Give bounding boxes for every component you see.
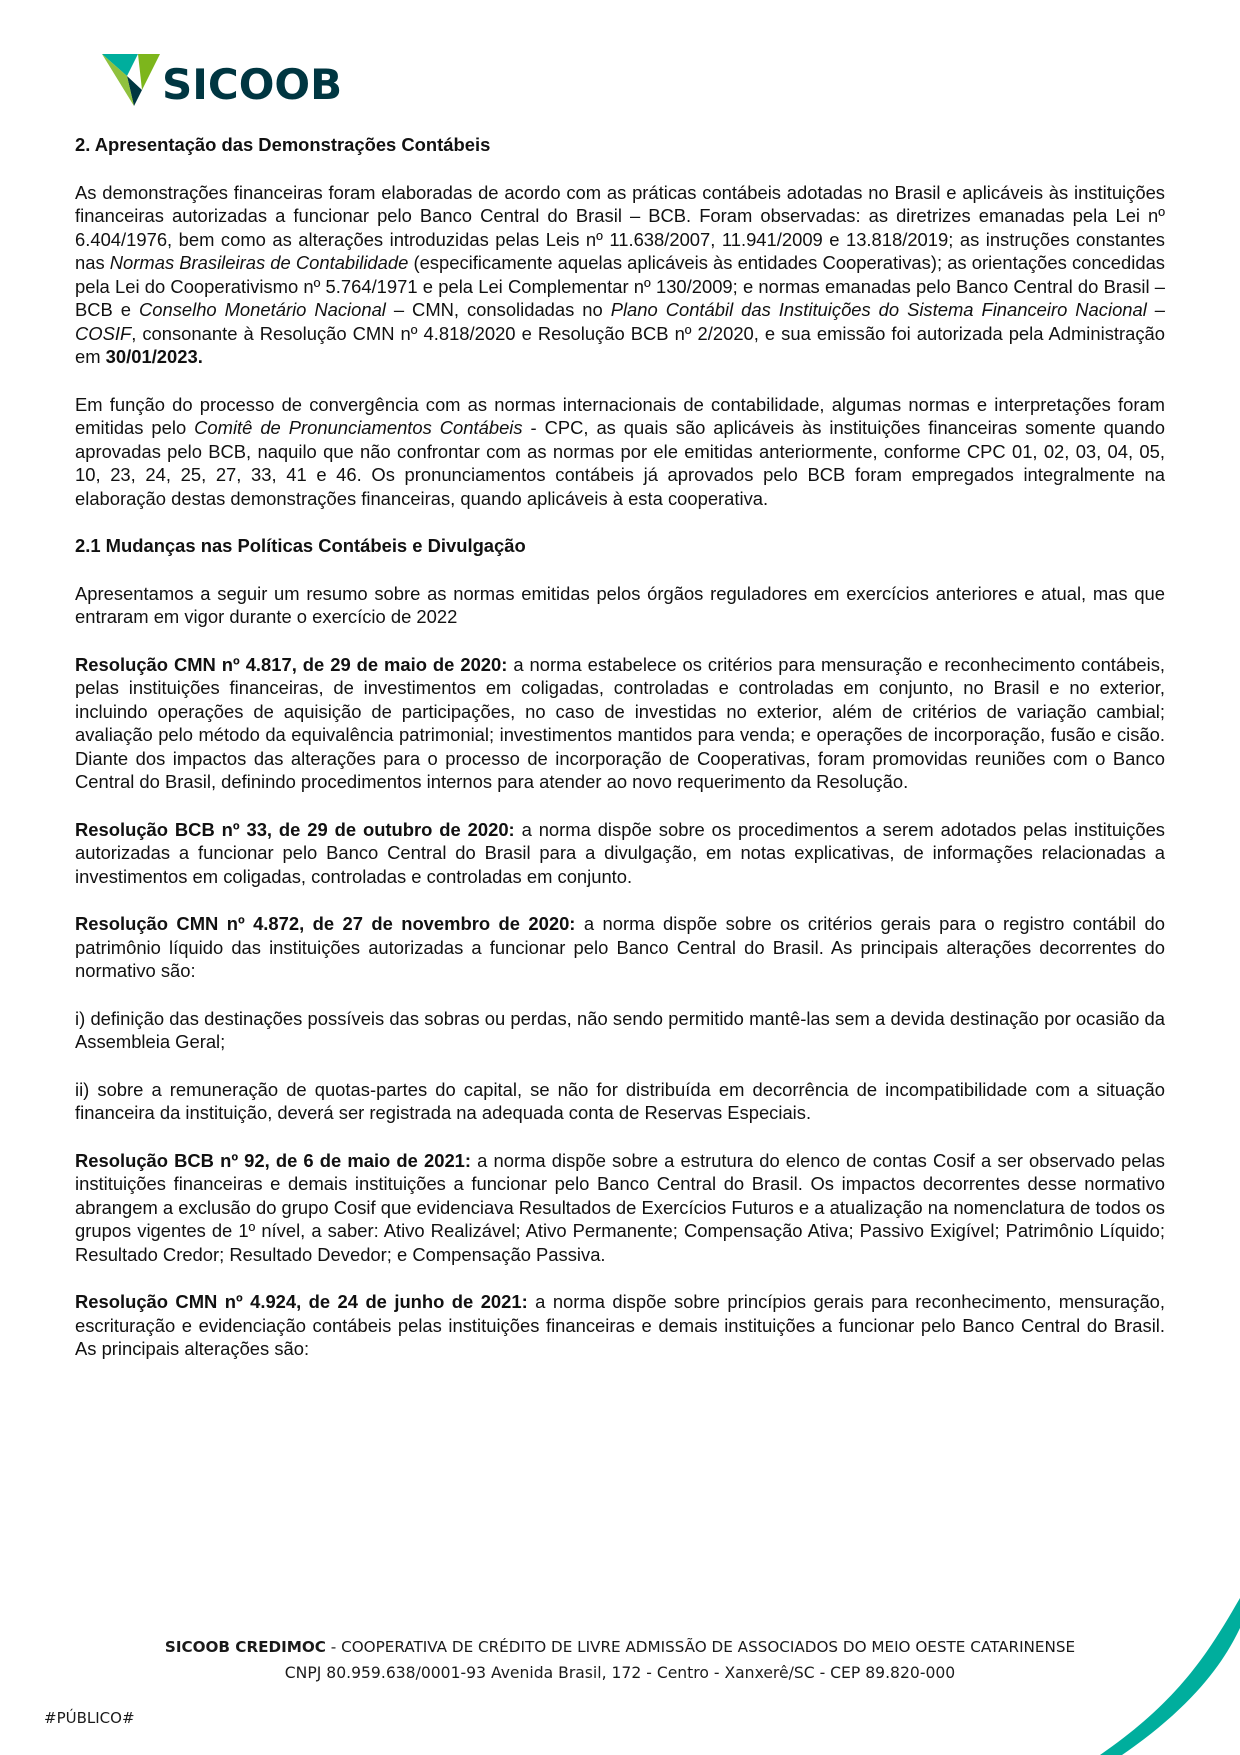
p2-text-a: Em função do processo de convergência com as normas internacionais de contabilidade, algumas normas e interpretações foram emitidas pelo: [75, 393, 1165, 438]
p1-italic-cosif: Plano Contábil das Instituições do Sistema Financeiro Nacional – COSIF: [75, 299, 1166, 344]
resolution-bcb-92-title: Resolução BCB nº 92, de 6 de maio de 2021:: [75, 1149, 472, 1171]
p1-italic-normas: Normas Brasileiras de Contabilidade: [109, 252, 409, 273]
paragraph-presentation: [75, 181, 1165, 369]
resolution-bcb-33-text: a norma dispõe sobre os procedimentos a serem adotados pelas instituições autorizadas a funcionar pelo Banco Central do Brasil para a divulgação, em notas explicativas, de informações relacionadas a investimentos em coligadas, controladas e controladas em conjunto.: [75, 818, 1165, 887]
resolution-4817-title: Resolução CMN nº 4.817, de 29 de maio de 2020:: [75, 653, 508, 675]
resolution-bcb-92-text: a norma dispõe sobre a estrutura do elenco de contas Cosif a ser observado pelas instituições financeiras e demais instituições a funcionar pelo Banco Central do Brasil. Os impactos decorrentes desse normativo abrangem a exclusão do grupo Cosif que evidenciava Resultados de Exercícios Futuros e a atualização na nomenclatura de todos os grupos vigentes de 1º nível, a saber: Ativo Realizável; Ativo Permanente; Compensação Ativa; Passivo Exigível; Patrimônio Líquido; Resultado Credor; Resultado Devedor; e Compensação Passiva.: [75, 1149, 1166, 1265]
classification-tag: #PÚBLICO#: [44, 1709, 135, 1727]
p1-text-e: – CMN, consolidadas no: [385, 299, 611, 320]
p2-text-c: - CPC, as quais são aplicáveis às instituições financeiras somente quando aprovadas pelo BCB, naquilo que não confrontar com as normas por ele emitidas anteriormente, conforme CPC 01, 02, 03, 04, 05, 10, 23, 24, 25, 27, 33, 41 e 46. Os pronunciamentos contábeis já aprovados pelo BCB foram empregados integralmente na elaboração destas demonstrações financeiras, quando aplicáveis à esta cooperativa.: [75, 417, 1165, 509]
resolution-bcb-33-title: Resolução BCB nº 33, de 29 de outubro de 2020:: [75, 818, 515, 840]
document-body: [75, 133, 1165, 1385]
footer-address: CNPJ 80.959.638/0001-93 Avenida Brasil, 172 - Centro - Xanxerê/SC - CEP 89.820-000: [284, 1664, 956, 1682]
p1-text-c: (especificamente aquelas aplicáveis às entidades Cooperativas); as orientações concedidas pela Lei do Cooperativismo nº 5.764/1971 e pela Lei Complementar nº 130/2009; e normas emanadas pelo Banco Central do Brasil – BCB e: [75, 252, 1165, 320]
resolution-bcb-92: [75, 1149, 1165, 1267]
sicoob-logo-mark: [100, 48, 360, 112]
p1-text-g: , consonante à Resolução CMN nº 4.818/2020 e Resolução BCB nº 2/2020, e sua emissão foi autorizada pela Administração em: [75, 322, 1165, 367]
list-item-i: i) definição das destinações possíveis das sobras ou perdas, não sendo permitido mantê-las sem a devida destinação por ocasião da Assembleia Geral;: [75, 1007, 1165, 1052]
p2-italic-cpc: Comitê de Pronunciamentos Contábeis: [194, 417, 523, 438]
resolution-4924-title: Resolução CMN nº 4.924, de 24 de junho de 2021:: [75, 1291, 528, 1312]
resolution-4817: [75, 653, 1165, 794]
logo-text: SICOOB: [162, 60, 343, 109]
p1-italic-cmn: Conselho Monetário Nacional: [138, 299, 386, 320]
resolution-4872-title: Resolução CMN nº 4.872, de 27 de novembro de 2020:: [75, 913, 576, 934]
resolution-4872-text: a norma dispõe sobre os critérios gerais para o registro contábil do patrimônio líquido das instituições autorizadas a funcionar pelo Banco Central do Brasil. As principais alterações decorrentes do normativo são:: [75, 913, 1165, 981]
resolution-4924: [75, 1290, 1165, 1361]
resolution-bcb-33: [75, 818, 1165, 889]
p1-text-a: As demonstrações financeiras foram elaboradas de acordo com as práticas contábeis adotadas no Brasil e aplicáveis às instituições financeiras autorizadas a funcionar pelo Banco Central do Brasil – BCB. Foram observadas: as diretrizes emanadas pela Lei nº 6.404/1976, bem como as alterações introduzidas pelas Leis nº 11.638/2007, 11.941/2009 e 13.818/2019; as instruções constantes nas: [75, 181, 1165, 273]
list-item-ii: ii) sobre a remuneração de quotas-partes do capital, se não for distribuída em decorrência de incompatibilidade com a situação financeira da instituição, deverá ser registrada na adequada conta de Reservas Especiais.: [75, 1078, 1165, 1123]
p1-date: 30/01/2023.: [105, 346, 203, 367]
resolution-4872: [75, 912, 1165, 983]
footer-name-bold: SICOOB CREDIMOC: [164, 1638, 326, 1656]
resolution-4924-text: a norma dispõe sobre princípios gerais para reconhecimento, mensuração, escrituração e evidenciação contábeis pelas instituições financeiras e demais instituições a funcionar pelo Banco Central do Brasil. As principais alterações são:: [75, 1291, 1166, 1359]
paragraph-convergence: [75, 393, 1165, 511]
page-footer: [0, 1634, 1240, 1686]
paragraph-summary: Apresentamos a seguir um resumo sobre as normas emitidas pelos órgãos reguladores em exercícios anteriores e atual, mas que entraram em vigor durante o exercício de 2022: [75, 582, 1165, 627]
sicoob-logo: [100, 48, 360, 112]
section-title: 2. Apresentação das Demonstrações Contábeis: [75, 134, 491, 155]
footer-cooperative-name: [0, 1634, 1240, 1660]
resolution-4817-text: a norma estabelece os critérios para mensuração e reconhecimento contábeis, pelas instituições financeiras, de investimentos em coligadas, controladas e controladas em conjunto, no Brasil e no exterior, incluindo operações de aquisição de participações, no caso de investidas no exterior, além de critérios de variação cambial; avaliação pelo método da equivalência patrimonial; investimentos mantidos para venda; e operações de incorporação, fusão e cisão. Diante dos impactos das alterações para o processo de incorporação de Cooperativas, foram promovidas reuniões com o Banco Central do Brasil, definindo procedimentos internos para atender ao novo requerimento da Resolução.: [75, 653, 1165, 792]
subsection-title: 2.1 Mudanças nas Políticas Contábeis e Divulgação: [75, 535, 526, 556]
footer-name-rest: - COOPERATIVA DE CRÉDITO DE LIVRE ADMISSÃO DE ASSOCIADOS DO MEIO OESTE CATARINENSE: [325, 1638, 1076, 1656]
